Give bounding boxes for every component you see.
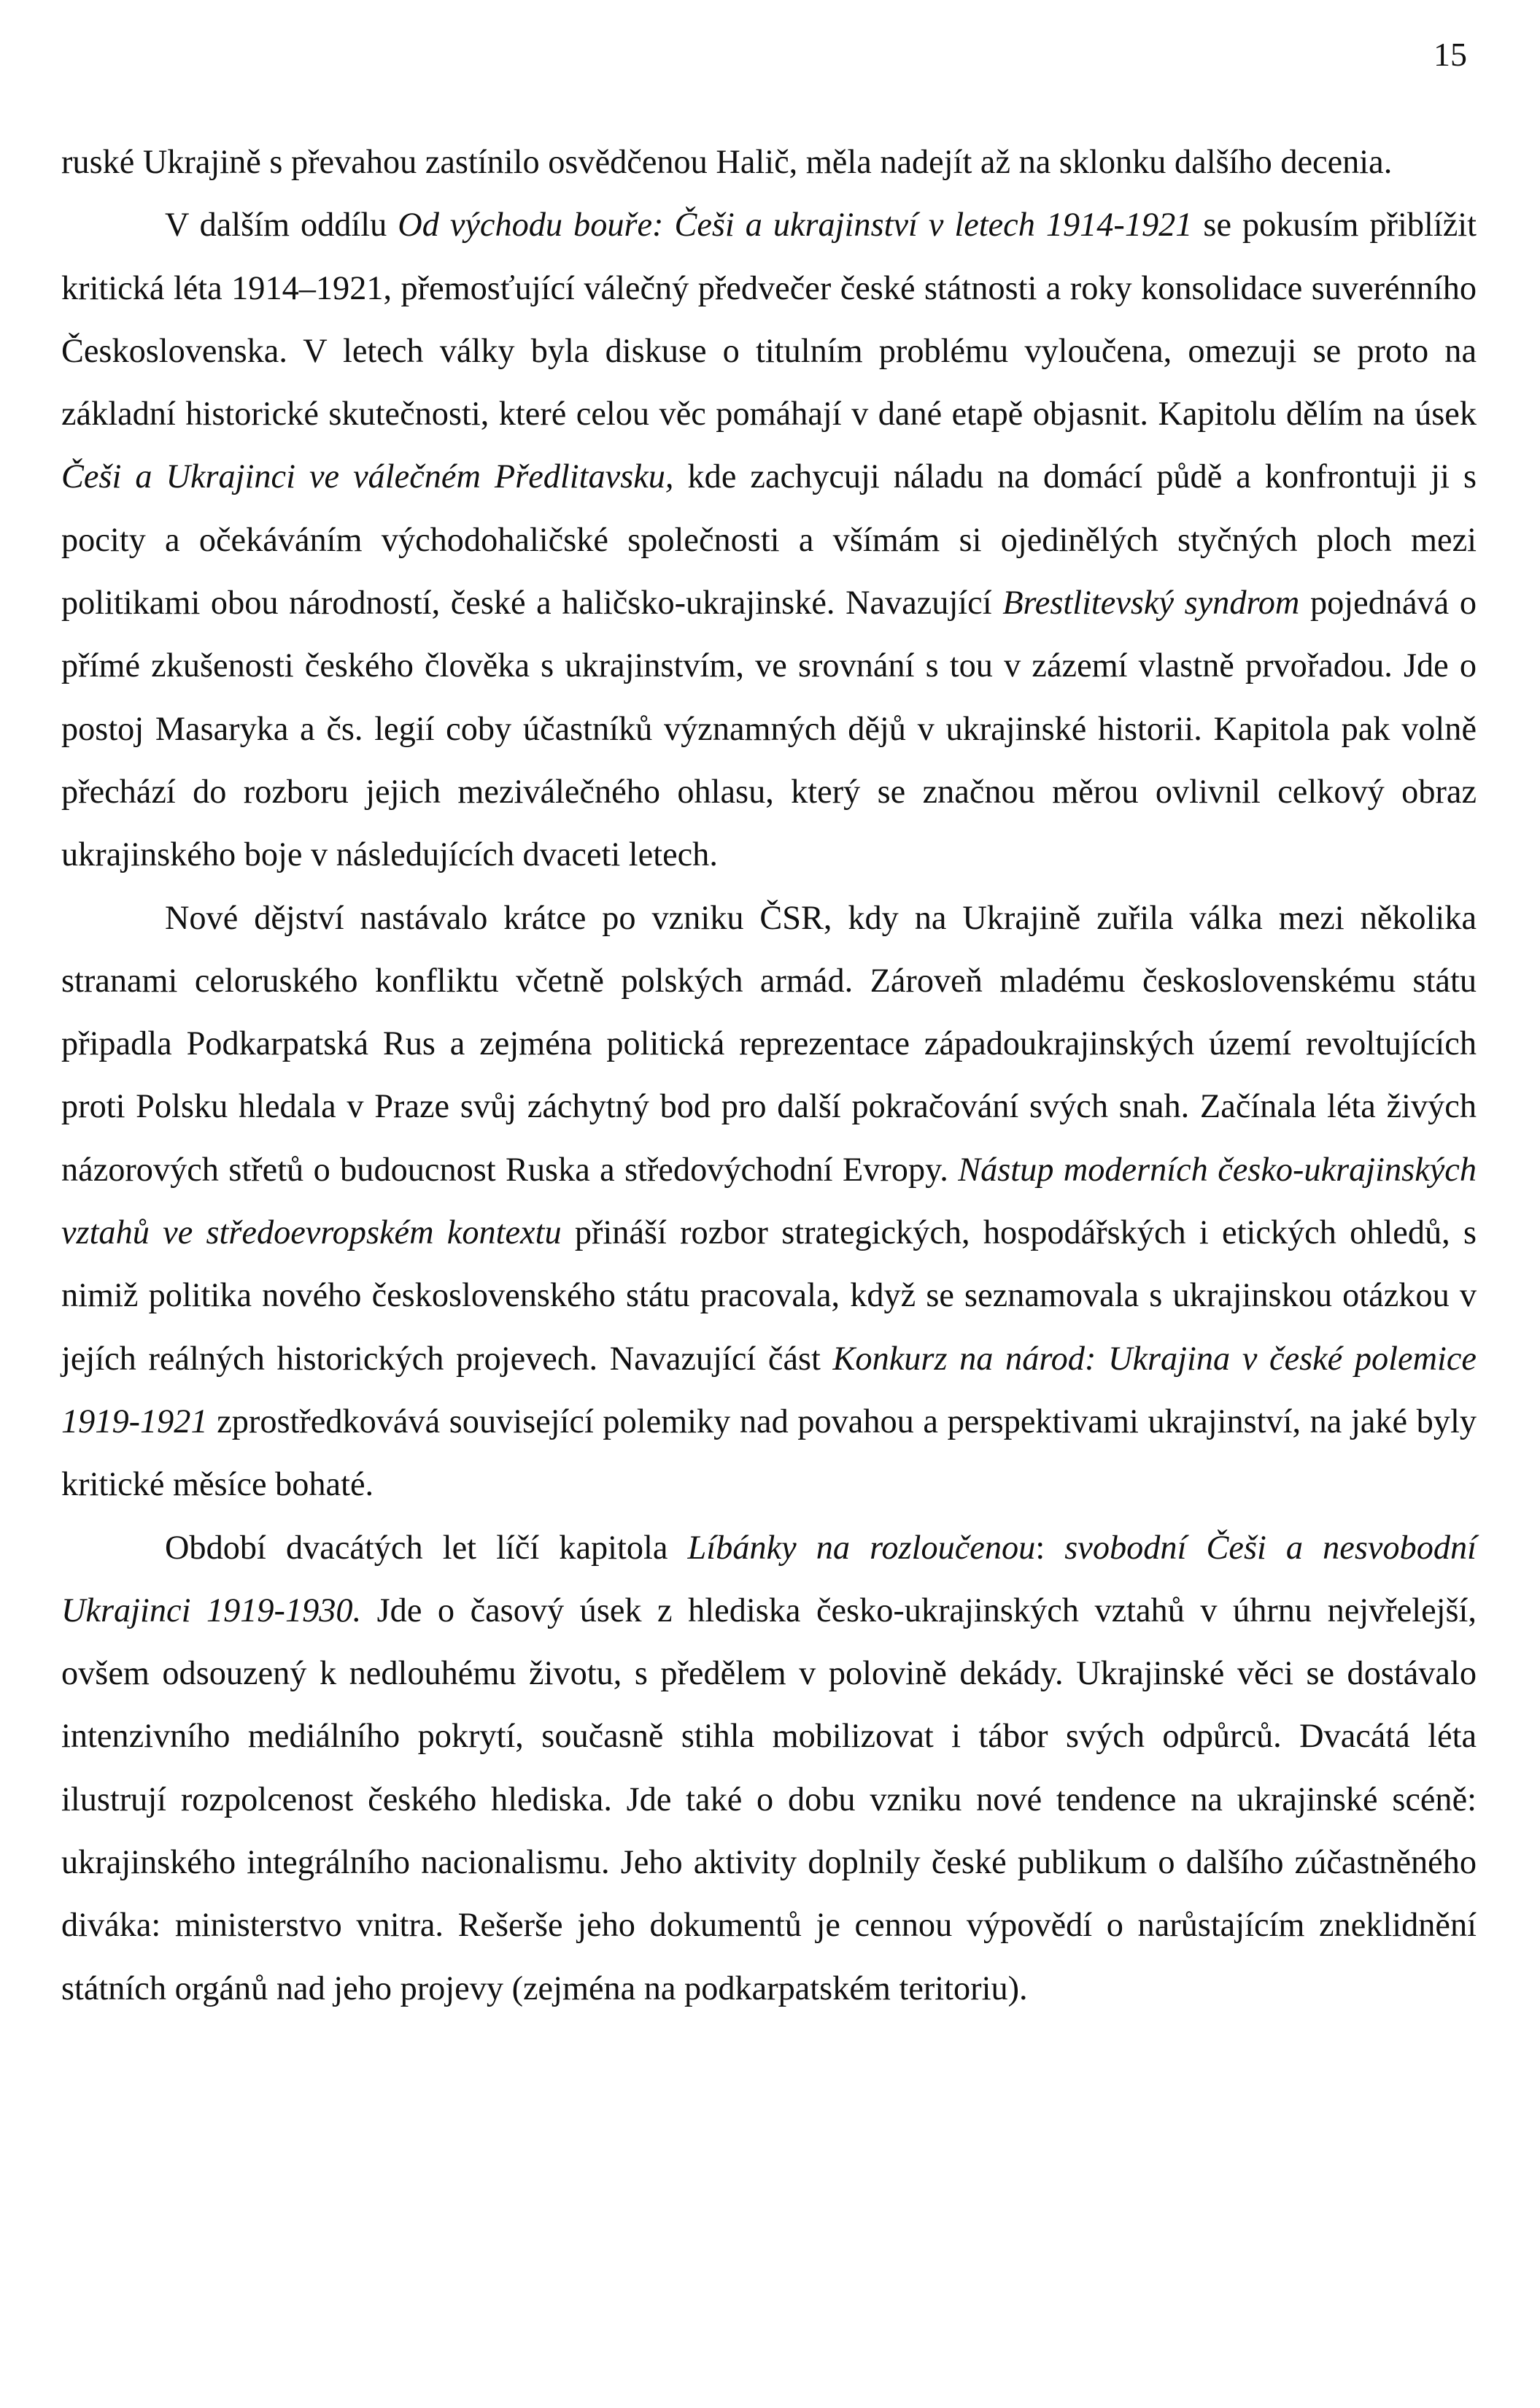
- text-span: ruské Ukrajině s převahou zastínilo osvědčenou Halič, měla nadejít až na sklonku dalšího decenia.: [61, 144, 1393, 181]
- italic-title-span: Od východu bouře: Češi a ukrajinství v letech 1914-1921: [398, 207, 1193, 244]
- text-span: kde zachycuji náladu na domácí půdě a konfrontuji ji s pocity a očekáváním východohaličské společnosti a všímám si ojedinělých styčných ploch mezi politikami obou národností, české a haličsko-ukrajinské. Navazující: [61, 458, 1477, 622]
- text-span: Období dvacátých let líčí kapitola: [165, 1529, 688, 1567]
- paragraph-2: [61, 194, 1477, 887]
- paragraph-4: [61, 1517, 1477, 2021]
- text-span: se pokusím přiblížit kritická léta 1914–1921, přemosťující válečný předvečer české státnosti a roky konsolidace suverénního Československa. V letech války byla diskuse o titulním problému vyloučena, omezuji se proto na základní historické skutečnosti, které celou věc pomáhají v dané etapě objasnit. Kapitolu dělím na úsek: [61, 207, 1477, 433]
- page-number: 15: [1433, 36, 1467, 73]
- paragraph-1: [61, 131, 1477, 194]
- text-span: V dalším oddílu: [165, 207, 398, 244]
- text-span: Jde o časový úsek z hlediska česko-ukrajinských vztahů v úhrnu nejvřelejší, ovšem odsouzený k nedlouhému životu, s předělem v polovině dekády. Ukrajinské věci se dostávalo intenzivního mediálního pokrytí, současně stihla mobilizovat i tábor svých odpůrců. Dvacátá léta ilustrují rozpolcenost českého hlediska. Jde také o dobu vzniku nové tendence na ukrajinské scéně: ukrajinského integrálního nacionalismu. Jeho aktivity doplnily české publikum o dalšího zúčastněného diváka: ministerstvo vnitra. Rešerše jeho dokumentů je cennou výpovědí o narůstajícím zneklidnění státních orgánů nad jeho projevy (zejména na podkarpatském teritoriu).: [61, 1591, 1477, 2007]
- text-span: Nové dějství nastávalo krátce po vzniku ČSR, kdy na Ukrajině zuřila válka mezi několika stranami celoruského konfliktu včetně polských armád. Zároveň mladému československému státu připadla Podkarpatská Rus a zejména politická reprezentace západoukrajinských území revoltujících proti Polsku hledala v Praze svůj záchytný bod pro další pokračování svých snah. Začínala léta živých názorových střetů o budoucnost Ruska a středovýchodní Evropy.: [61, 899, 1477, 1189]
- italic-title-span: Líbánky na rozloučenou: [687, 1529, 1036, 1567]
- text-span: přináší rozbor strategických, hospodářských i etických ohledů, s nimiž politika nového československého státu pracovala, když se seznamovala s ukrajinskou otázkou v jejích reálných historických projevech. Navazující část: [61, 1214, 1477, 1378]
- text-span: zprostředkovává související polemiky nad povahou a perspektivami ukrajinství, na jaké byly kritické měsíce bohaté.: [61, 1402, 1477, 1504]
- text-span: :: [1035, 1529, 1065, 1567]
- italic-title-span: Brestlitevský syndrom: [1002, 584, 1300, 622]
- italic-title-span: Nástup moderních česko-ukrajinských vztahů ve středoevropském kontextu: [61, 1151, 1477, 1252]
- italic-title-span: Konkurz na národ: Ukrajina v české polemice 1919-1921: [61, 1340, 1477, 1440]
- italic-title-span: svobodní Češi a nesvobodní Ukrajinci 1919-1930.: [61, 1529, 1477, 1629]
- italic-title-span: Češi a Ukrajinci ve válečném Předlitavsku,: [61, 458, 674, 496]
- text-span: pojednává o přímé zkušenosti českého člověka s ukrajinstvím, ve srovnání s tou v zázemí vlastně prvořadou. Jde o postoj Masaryka a čs. legií coby účastníků významných dějů v ukrajinské historii. Kapitola pak volně přechází do rozboru jejich meziválečného ohlasu, který se značnou měrou ovlivnil celkový obraz ukrajinského boje v následujících dvaceti letech.: [61, 584, 1477, 874]
- paragraph-3: [61, 887, 1477, 1517]
- body-text: [61, 131, 1477, 2021]
